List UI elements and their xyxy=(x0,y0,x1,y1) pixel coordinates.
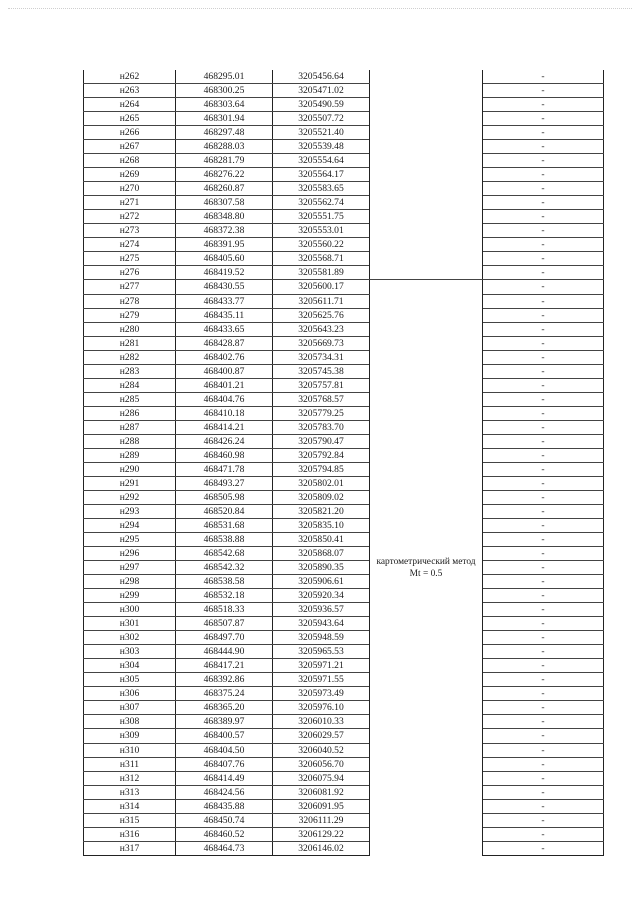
table-row xyxy=(84,322,604,336)
note-cell: - xyxy=(483,533,604,547)
y-coordinate-cell: 3205456.64 xyxy=(273,70,370,84)
point-id-cell: н300 xyxy=(84,603,176,617)
table-row xyxy=(84,575,604,589)
y-coordinate-cell: 3205583.65 xyxy=(273,182,370,196)
table-row xyxy=(84,504,604,518)
table-row xyxy=(84,603,604,617)
x-coordinate-cell: 468404.76 xyxy=(176,392,273,406)
point-id-cell: н317 xyxy=(84,841,176,855)
note-cell: - xyxy=(483,547,604,561)
note-cell: - xyxy=(483,462,604,476)
table-row xyxy=(84,799,604,813)
note-cell: - xyxy=(483,70,604,84)
point-id-cell: н314 xyxy=(84,799,176,813)
y-coordinate-cell: 3205553.01 xyxy=(273,224,370,238)
point-id-cell: н295 xyxy=(84,533,176,547)
y-coordinate-cell: 3205809.02 xyxy=(273,490,370,504)
note-cell: - xyxy=(483,350,604,364)
point-id-cell: н303 xyxy=(84,645,176,659)
point-id-cell: н281 xyxy=(84,336,176,350)
point-id-cell: н299 xyxy=(84,589,176,603)
x-coordinate-cell: 468348.80 xyxy=(176,210,273,224)
y-coordinate-cell: 3205568.71 xyxy=(273,252,370,266)
note-cell: - xyxy=(483,294,604,308)
x-coordinate-cell: 468400.57 xyxy=(176,729,273,743)
x-coordinate-cell: 468460.52 xyxy=(176,827,273,841)
point-id-cell: н273 xyxy=(84,224,176,238)
coordinates-table-body xyxy=(84,70,604,855)
point-id-cell: н289 xyxy=(84,448,176,462)
note-cell: - xyxy=(483,126,604,140)
y-coordinate-cell: 3206040.52 xyxy=(273,743,370,757)
x-coordinate-cell: 468532.18 xyxy=(176,589,273,603)
point-id-cell: н294 xyxy=(84,519,176,533)
table-row xyxy=(84,336,604,350)
note-cell: - xyxy=(483,799,604,813)
point-id-cell: н308 xyxy=(84,715,176,729)
x-coordinate-cell: 468404.50 xyxy=(176,743,273,757)
y-coordinate-cell: 3205821.20 xyxy=(273,504,370,518)
y-coordinate-cell: 3205971.55 xyxy=(273,673,370,687)
table-row xyxy=(84,280,604,294)
note-cell: - xyxy=(483,561,604,575)
x-coordinate-cell: 468410.18 xyxy=(176,406,273,420)
table-row xyxy=(84,168,604,182)
x-coordinate-cell: 468365.20 xyxy=(176,701,273,715)
x-coordinate-cell: 468435.88 xyxy=(176,799,273,813)
y-coordinate-cell: 3205471.02 xyxy=(273,84,370,98)
x-coordinate-cell: 468414.49 xyxy=(176,771,273,785)
table-row xyxy=(84,533,604,547)
note-cell: - xyxy=(483,448,604,462)
note-cell: - xyxy=(483,224,604,238)
note-cell: - xyxy=(483,322,604,336)
y-coordinate-cell: 3205973.49 xyxy=(273,687,370,701)
point-id-cell: н285 xyxy=(84,392,176,406)
note-cell: - xyxy=(483,154,604,168)
note-cell: - xyxy=(483,813,604,827)
point-id-cell: н283 xyxy=(84,364,176,378)
note-cell: - xyxy=(483,434,604,448)
y-coordinate-cell: 3205539.48 xyxy=(273,140,370,154)
table-row xyxy=(84,547,604,561)
table-row xyxy=(84,519,604,533)
note-cell: - xyxy=(483,252,604,266)
x-coordinate-cell: 468471.78 xyxy=(176,462,273,476)
note-cell: - xyxy=(483,112,604,126)
x-coordinate-cell: 468276.22 xyxy=(176,168,273,182)
x-coordinate-cell: 468464.73 xyxy=(176,841,273,855)
x-coordinate-cell: 468295.01 xyxy=(176,70,273,84)
note-cell: - xyxy=(483,519,604,533)
table-row xyxy=(84,238,604,252)
point-id-cell: н313 xyxy=(84,785,176,799)
x-coordinate-cell: 468407.76 xyxy=(176,757,273,771)
y-coordinate-cell: 3205560.22 xyxy=(273,238,370,252)
y-coordinate-cell: 3205564.17 xyxy=(273,168,370,182)
x-coordinate-cell: 468401.21 xyxy=(176,378,273,392)
y-coordinate-cell: 3205600.17 xyxy=(273,280,370,294)
note-cell: - xyxy=(483,84,604,98)
note-cell: - xyxy=(483,729,604,743)
y-coordinate-cell: 3205554.64 xyxy=(273,154,370,168)
note-cell: - xyxy=(483,364,604,378)
point-id-cell: н310 xyxy=(84,743,176,757)
note-cell: - xyxy=(483,210,604,224)
point-id-cell: н301 xyxy=(84,617,176,631)
x-coordinate-cell: 468281.79 xyxy=(176,154,273,168)
table-row xyxy=(84,757,604,771)
table-row xyxy=(84,771,604,785)
note-cell: - xyxy=(483,603,604,617)
table-row xyxy=(84,70,604,84)
y-coordinate-cell: 3205835.10 xyxy=(273,519,370,533)
x-coordinate-cell: 468497.70 xyxy=(176,631,273,645)
x-coordinate-cell: 468531.68 xyxy=(176,519,273,533)
note-cell: - xyxy=(483,631,604,645)
point-id-cell: н264 xyxy=(84,98,176,112)
x-coordinate-cell: 468435.11 xyxy=(176,308,273,322)
point-id-cell: н312 xyxy=(84,771,176,785)
note-cell: - xyxy=(483,743,604,757)
table-row xyxy=(84,224,604,238)
y-coordinate-cell: 3206075.94 xyxy=(273,771,370,785)
table-row xyxy=(84,659,604,673)
note-cell: - xyxy=(483,715,604,729)
note-cell: - xyxy=(483,771,604,785)
y-coordinate-cell: 3205669.73 xyxy=(273,336,370,350)
x-coordinate-cell: 468542.32 xyxy=(176,561,273,575)
note-cell: - xyxy=(483,645,604,659)
point-id-cell: н290 xyxy=(84,462,176,476)
y-coordinate-cell: 3205745.38 xyxy=(273,364,370,378)
table-row xyxy=(84,561,604,575)
method-cell: картометрический метод Mt = 0.5 xyxy=(370,280,483,855)
note-cell: - xyxy=(483,827,604,841)
table-row xyxy=(84,701,604,715)
y-coordinate-cell: 3206146.02 xyxy=(273,841,370,855)
x-coordinate-cell: 468391.95 xyxy=(176,238,273,252)
table-row xyxy=(84,673,604,687)
note-cell: - xyxy=(483,238,604,252)
table-row xyxy=(84,350,604,364)
x-coordinate-cell: 468433.65 xyxy=(176,322,273,336)
x-coordinate-cell: 468444.90 xyxy=(176,645,273,659)
x-coordinate-cell: 468542.68 xyxy=(176,547,273,561)
table-row xyxy=(84,827,604,841)
x-coordinate-cell: 468493.27 xyxy=(176,476,273,490)
x-coordinate-cell: 468392.86 xyxy=(176,673,273,687)
x-coordinate-cell: 468538.88 xyxy=(176,533,273,547)
y-coordinate-cell: 3205507.72 xyxy=(273,112,370,126)
y-coordinate-cell: 3205850.41 xyxy=(273,533,370,547)
x-coordinate-cell: 468507.87 xyxy=(176,617,273,631)
x-coordinate-cell: 468414.21 xyxy=(176,420,273,434)
note-cell: - xyxy=(483,98,604,112)
point-id-cell: н279 xyxy=(84,308,176,322)
note-cell: - xyxy=(483,589,604,603)
point-id-cell: н272 xyxy=(84,210,176,224)
note-cell: - xyxy=(483,617,604,631)
x-coordinate-cell: 468307.58 xyxy=(176,196,273,210)
x-coordinate-cell: 468433.77 xyxy=(176,294,273,308)
note-cell: - xyxy=(483,182,604,196)
table-row xyxy=(84,392,604,406)
y-coordinate-cell: 3205802.01 xyxy=(273,476,370,490)
y-coordinate-cell: 3205625.76 xyxy=(273,308,370,322)
y-coordinate-cell: 3205757.81 xyxy=(273,378,370,392)
point-id-cell: н269 xyxy=(84,168,176,182)
table-row xyxy=(84,462,604,476)
y-coordinate-cell: 3206056.70 xyxy=(273,757,370,771)
table-row xyxy=(84,589,604,603)
table-row xyxy=(84,645,604,659)
point-id-cell: н286 xyxy=(84,406,176,420)
table-row xyxy=(84,252,604,266)
y-coordinate-cell: 3205768.57 xyxy=(273,392,370,406)
point-id-cell: н284 xyxy=(84,378,176,392)
point-id-cell: н280 xyxy=(84,322,176,336)
x-coordinate-cell: 468424.56 xyxy=(176,785,273,799)
point-id-cell: н278 xyxy=(84,294,176,308)
table-row xyxy=(84,420,604,434)
y-coordinate-cell: 3206081.92 xyxy=(273,785,370,799)
table-row xyxy=(84,182,604,196)
y-coordinate-cell: 3205783.70 xyxy=(273,420,370,434)
note-cell: - xyxy=(483,392,604,406)
point-id-cell: н267 xyxy=(84,140,176,154)
point-id-cell: н262 xyxy=(84,70,176,84)
y-coordinate-cell: 3205965.53 xyxy=(273,645,370,659)
point-id-cell: н265 xyxy=(84,112,176,126)
y-coordinate-cell: 3205971.21 xyxy=(273,659,370,673)
table-row xyxy=(84,687,604,701)
point-id-cell: н315 xyxy=(84,813,176,827)
x-coordinate-cell: 468400.87 xyxy=(176,364,273,378)
table-row xyxy=(84,729,604,743)
table-row xyxy=(84,631,604,645)
note-cell: - xyxy=(483,757,604,771)
x-coordinate-cell: 468518.33 xyxy=(176,603,273,617)
y-coordinate-cell: 3205976.10 xyxy=(273,701,370,715)
table-row xyxy=(84,126,604,140)
y-coordinate-cell: 3205581.89 xyxy=(273,266,370,280)
x-coordinate-cell: 468450.74 xyxy=(176,813,273,827)
table-row xyxy=(84,785,604,799)
point-id-cell: н270 xyxy=(84,182,176,196)
x-coordinate-cell: 468430.55 xyxy=(176,280,273,294)
x-coordinate-cell: 468402.76 xyxy=(176,350,273,364)
note-cell: - xyxy=(483,336,604,350)
table-row xyxy=(84,210,604,224)
x-coordinate-cell: 468460.98 xyxy=(176,448,273,462)
table-row xyxy=(84,294,604,308)
point-id-cell: н266 xyxy=(84,126,176,140)
y-coordinate-cell: 3205734.31 xyxy=(273,350,370,364)
x-coordinate-cell: 468538.58 xyxy=(176,575,273,589)
note-cell: - xyxy=(483,785,604,799)
x-coordinate-cell: 468300.25 xyxy=(176,84,273,98)
point-id-cell: н316 xyxy=(84,827,176,841)
point-id-cell: н277 xyxy=(84,280,176,294)
point-id-cell: н263 xyxy=(84,84,176,98)
point-id-cell: н298 xyxy=(84,575,176,589)
table-row xyxy=(84,196,604,210)
y-coordinate-cell: 3205790.47 xyxy=(273,434,370,448)
x-coordinate-cell: 468428.87 xyxy=(176,336,273,350)
point-id-cell: н309 xyxy=(84,729,176,743)
x-coordinate-cell: 468303.64 xyxy=(176,98,273,112)
note-cell: - xyxy=(483,490,604,504)
note-cell: - xyxy=(483,673,604,687)
table-row xyxy=(84,434,604,448)
y-coordinate-cell: 3205890.35 xyxy=(273,561,370,575)
note-cell: - xyxy=(483,476,604,490)
note-cell: - xyxy=(483,687,604,701)
y-coordinate-cell: 3205521.40 xyxy=(273,126,370,140)
y-coordinate-cell: 3205794.85 xyxy=(273,462,370,476)
x-coordinate-cell: 468417.21 xyxy=(176,659,273,673)
y-coordinate-cell: 3205906.61 xyxy=(273,575,370,589)
note-cell: - xyxy=(483,196,604,210)
point-id-cell: н311 xyxy=(84,757,176,771)
table-row xyxy=(84,98,604,112)
x-coordinate-cell: 468405.60 xyxy=(176,252,273,266)
point-id-cell: н282 xyxy=(84,350,176,364)
note-cell: - xyxy=(483,841,604,855)
table-row xyxy=(84,743,604,757)
point-id-cell: н287 xyxy=(84,420,176,434)
table-row xyxy=(84,715,604,729)
x-coordinate-cell: 468288.03 xyxy=(176,140,273,154)
point-id-cell: н288 xyxy=(84,434,176,448)
table-row xyxy=(84,266,604,280)
point-id-cell: н307 xyxy=(84,701,176,715)
point-id-cell: н292 xyxy=(84,490,176,504)
x-coordinate-cell: 468375.24 xyxy=(176,687,273,701)
y-coordinate-cell: 3205611.71 xyxy=(273,294,370,308)
y-coordinate-cell: 3206111.29 xyxy=(273,813,370,827)
note-cell: - xyxy=(483,280,604,294)
table-row xyxy=(84,406,604,420)
y-coordinate-cell: 3206010.33 xyxy=(273,715,370,729)
table-row xyxy=(84,154,604,168)
note-cell: - xyxy=(483,420,604,434)
x-coordinate-cell: 468520.84 xyxy=(176,504,273,518)
y-coordinate-cell: 3205868.07 xyxy=(273,547,370,561)
table-row xyxy=(84,841,604,855)
point-id-cell: н305 xyxy=(84,673,176,687)
note-cell: - xyxy=(483,575,604,589)
x-coordinate-cell: 468260.87 xyxy=(176,182,273,196)
note-cell: - xyxy=(483,406,604,420)
note-cell: - xyxy=(483,266,604,280)
table-row xyxy=(84,112,604,126)
note-cell: - xyxy=(483,659,604,673)
y-coordinate-cell: 3205643.23 xyxy=(273,322,370,336)
note-cell: - xyxy=(483,308,604,322)
y-coordinate-cell: 3205948.59 xyxy=(273,631,370,645)
table-row xyxy=(84,448,604,462)
note-cell: - xyxy=(483,701,604,715)
y-coordinate-cell: 3205943.64 xyxy=(273,617,370,631)
table-row xyxy=(84,617,604,631)
y-coordinate-cell: 3206029.57 xyxy=(273,729,370,743)
point-id-cell: н306 xyxy=(84,687,176,701)
note-cell: - xyxy=(483,504,604,518)
point-id-cell: н304 xyxy=(84,659,176,673)
point-id-cell: н297 xyxy=(84,561,176,575)
note-cell: - xyxy=(483,378,604,392)
table-row xyxy=(84,813,604,827)
x-coordinate-cell: 468297.48 xyxy=(176,126,273,140)
y-coordinate-cell: 3205562.74 xyxy=(273,196,370,210)
table-row xyxy=(84,364,604,378)
point-id-cell: н274 xyxy=(84,238,176,252)
y-coordinate-cell: 3205920.34 xyxy=(273,589,370,603)
x-coordinate-cell: 468426.24 xyxy=(176,434,273,448)
x-coordinate-cell: 468389.97 xyxy=(176,715,273,729)
y-coordinate-cell: 3205779.25 xyxy=(273,406,370,420)
x-coordinate-cell: 468505.98 xyxy=(176,490,273,504)
point-id-cell: н302 xyxy=(84,631,176,645)
table-row xyxy=(84,476,604,490)
page-top-rule xyxy=(8,8,632,11)
table-row xyxy=(84,490,604,504)
point-id-cell: н296 xyxy=(84,547,176,561)
y-coordinate-cell: 3205490.59 xyxy=(273,98,370,112)
y-coordinate-cell: 3205792.84 xyxy=(273,448,370,462)
x-coordinate-cell: 468301.94 xyxy=(176,112,273,126)
note-cell: - xyxy=(483,168,604,182)
table-row xyxy=(84,84,604,98)
point-id-cell: н293 xyxy=(84,504,176,518)
point-id-cell: н268 xyxy=(84,154,176,168)
x-coordinate-cell: 468419.52 xyxy=(176,266,273,280)
point-id-cell: н291 xyxy=(84,476,176,490)
table-row xyxy=(84,140,604,154)
y-coordinate-cell: 3206129.22 xyxy=(273,827,370,841)
y-coordinate-cell: 3205551.75 xyxy=(273,210,370,224)
method-cell-empty xyxy=(370,70,483,280)
table-row xyxy=(84,378,604,392)
coordinates-table xyxy=(83,70,604,856)
point-id-cell: н276 xyxy=(84,266,176,280)
note-cell: - xyxy=(483,140,604,154)
table-row xyxy=(84,308,604,322)
y-coordinate-cell: 3205936.57 xyxy=(273,603,370,617)
point-id-cell: н275 xyxy=(84,252,176,266)
y-coordinate-cell: 3206091.95 xyxy=(273,799,370,813)
point-id-cell: н271 xyxy=(84,196,176,210)
x-coordinate-cell: 468372.38 xyxy=(176,224,273,238)
